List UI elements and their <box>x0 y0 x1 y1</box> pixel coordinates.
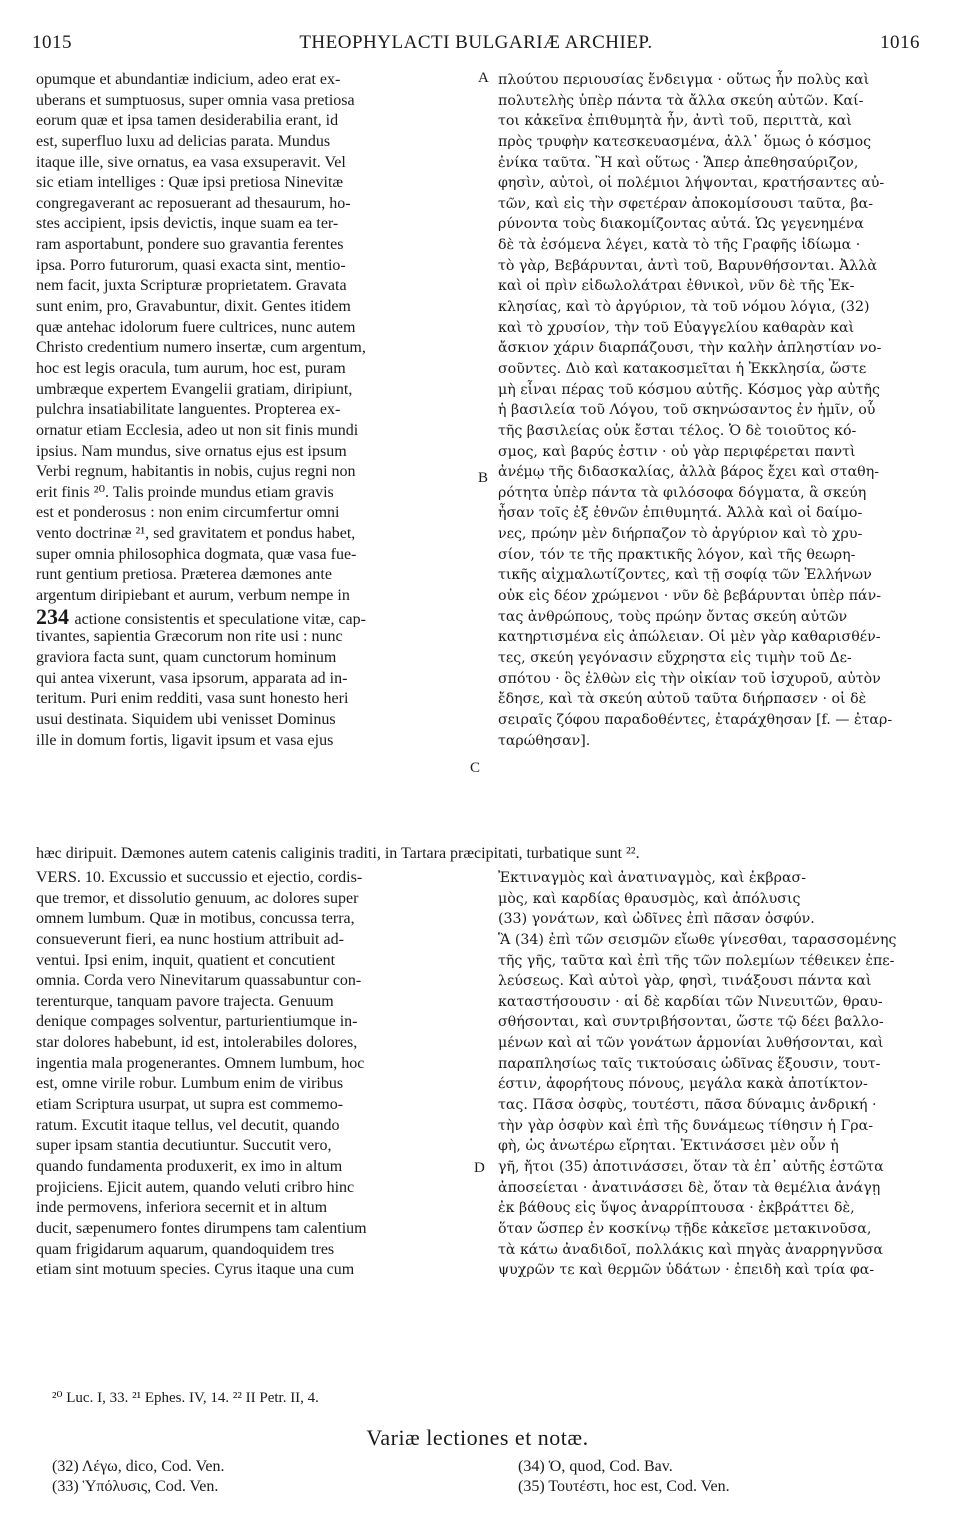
latin-top-line: runt gentium pretiosa. Præterea dæmones ante <box>36 566 332 584</box>
latin-top-line: itaque ille, sive ornatus, ea vasa exsuperavit. Vel <box>36 153 346 171</box>
latin-top-line: pulchra insatiabilitate languentes. Propterea ex- <box>36 401 341 419</box>
latin-bottom-line: etiam sint motuum species. Cyrus itaque una cum <box>36 1261 355 1279</box>
greek-top-line: ἦσαν τοῖς ἐξ ἐθνῶν ἐπιθυμητά. Ἀλλὰ καὶ οἱ δαίμο- <box>498 505 863 522</box>
greek-top-line: ἄσκιον χάριν διαρπάζουσι, τὴν καλὴν ἀπληστίαν νο- <box>498 340 882 357</box>
greek-bottom-line: έστιν, ἀφορήτους πόνους, μεγάλα κακὰ ἀποτίκτον- <box>498 1076 868 1093</box>
latin-top-line: eorum quæ et ipsa tamen desiderabilia erant, id <box>36 112 339 130</box>
greek-top-line: οὐκ εἰς δέον χρώμενοι · νῦν δὲ βεβάρυνται ὑπὲρ πάν- <box>498 588 882 605</box>
latin-top-line: ipsius. Nam mundus, sive ornatus ejus est ipsum <box>36 442 347 460</box>
latin-top-line: est, superfluo luxu ad delicias parata. Mundus <box>36 132 331 150</box>
greek-top-line: ἔδησε, καὶ τὰ σκεύη αὐτοῦ ταῦτα διήρπασεν · οἱ δὲ <box>498 691 867 708</box>
greek-top-line: πρὸς τρυφὴν κατεσκευασμένα, ἀλλ᾽ ὅμως ὁ κόσμος <box>498 133 872 150</box>
column-number-234: 234 <box>36 606 75 628</box>
margin-mark-a: A <box>478 70 489 86</box>
bridge-line: hæc diripuit. Dæmones autem catenis caliginis traditi, in Tartara præcipitati, turbatique sunt ²². <box>36 845 640 862</box>
greek-top-line: ρότητα ὑπὲρ πάντα τὰ φιλόσοφα δόγματα, ἃ σκεύη <box>498 484 867 501</box>
latin-top-line: super omnia philosophica dogmata, quæ vasa fue- <box>36 545 357 563</box>
greek-top-line: πλούτου περιουσίας ἔνδειγμα · οὕτως ἦν πολὺς καὶ <box>498 72 870 88</box>
greek-top-line: σπότου · ὃς ἐλθὼν εἰς τὴν οἰκίαν τοῦ ἰσχυροῦ, αὐτὸν <box>498 670 881 687</box>
greek-bottom-line: σθήσονται, καὶ συντριβήσονται, ὥστε τῷ δέει βαλλο- <box>498 1014 884 1031</box>
greek-bottom-line: τὰ κάτω ἀναδιδοῖ, πολλάκις καὶ πηγὰς ἀναρρηγνῦσα <box>498 1241 884 1258</box>
latin-top-line: argentum diripiebant et aurum, verbum nempe in <box>36 587 350 605</box>
greek-top-line: φησὶν, αὐτοὶ, οἱ πολέμιοι λήψονται, κρατήσαντες αὐ- <box>498 175 885 192</box>
latin-top-line: opumque et abundantiæ indicium, adeo erat ex- <box>36 71 341 88</box>
greek-top-line: καὶ οἱ πρὶν εἰδωλολάτραι ἐθνικοὶ, νῦν δὲ τῆς Ἐκ- <box>498 278 855 295</box>
greek-top-line: τῆς βασιλείας οὐκ ἔσται τέλος. Ὁ δὲ τοιοῦτος κό- <box>498 422 857 439</box>
greek-top-line: τῶν, καὶ εἰς τὴν σφετέραν ἀποκομίσουσι ταῦτα, βα- <box>498 195 873 212</box>
margin-mark-c: C <box>470 760 481 776</box>
page-number-left: 1015 <box>32 32 72 53</box>
latin-top-line: 234 actione consistentis et speculatione vitæ, cap- <box>36 607 466 628</box>
greek-top-line: τικῆς αἰχμαλωτίζοντες, καὶ τῇ σοφίᾳ τῶν Ἑλλήνων <box>498 567 872 584</box>
notes-title: Variæ lectiones et notæ. <box>366 1425 589 1450</box>
latin-top-line: Verbi regnum, habitantis in nobis, cujus regni non <box>36 463 356 481</box>
latin-top-line: stes accipient, ipsis devictis, inque suam ea ter- <box>36 215 339 233</box>
note-35: (35) Τουτέστι, hoc est, Cod. Ven. <box>518 1478 730 1495</box>
greek-bottom-line: λεύσεως. Καὶ αὐτοὶ γὰρ, φησὶ, τινάξουσι πάντα καὶ <box>498 973 872 990</box>
latin-bottom-line: etiam Scriptura usurpat, ut supra est commemo- <box>36 1096 344 1114</box>
running-header <box>32 32 920 62</box>
greek-top-line: ἡ βασιλεία τοῦ Λόγου, τοῦ σκηνώσαντος ἐν ἡμῖν, οὗ <box>498 402 876 419</box>
greek-bottom-line: Ἃ (34) ἐπὶ τῶν σεισμῶν εἴωθε γίνεσθαι, ταρασσομένης <box>498 931 897 948</box>
greek-top-line: σοῦντες. Διὸ καὶ κατακοσμεῖται ἡ Ἐκκλησία, ὥστε <box>498 360 867 377</box>
latin-top-line: graviora facta sunt, quam cunctorum hominum <box>36 648 337 666</box>
latin-top-line: ornatur etiam Ecclesia, adeo ut non sit finis mundi <box>36 421 359 439</box>
latin-bottom-line: que tremor, et dissolutio genuum, ac dolores super <box>36 889 359 907</box>
greek-bottom-line: τῆς γῆς, ταῦτα καὶ ἐπὶ τῆς τῶν πολεμίων τέθεικεν ἐπε- <box>498 952 895 969</box>
greek-top-line: κατηρτισμένα εἰς ἀπώλειαν. Οἱ μὲν γὰρ καθαρισθέν- <box>498 629 881 646</box>
latin-top-line: sic etiam intelliges : Quæ ipsi pretiosa Ninevitæ <box>36 174 344 192</box>
greek-bottom-line: γῆ, ἤτοι (35) ἀποτινάσσει, ὅταν τὰ ἐπ᾽ αὐτῆς ἑστῶτα <box>498 1158 884 1175</box>
greek-top-line: σίον, τόν τε τῆς πρακτικῆς λόγον, καὶ τῆς θεωρη- <box>498 546 856 563</box>
latin-bottom-line: denique compages solventur, parturientiumque in- <box>36 1013 358 1031</box>
margin-mark-b: B <box>478 470 489 486</box>
latin-top-line: ille in domum fortis, ligavit ipsum et vasa ejus <box>36 731 334 749</box>
latin-bottom-line: est, omne virile robur. Lumbum enim de viribus <box>36 1075 344 1093</box>
running-title: THEOPHYLACTI BULGARIÆ ARCHIEP. <box>299 32 653 53</box>
greek-column-bottom <box>498 868 923 1281</box>
footnotes: ²⁰ Luc. I, 33. ²¹ Ephes. IV, 14. ²² II Petr. II, 4. <box>52 1390 319 1406</box>
latin-top-line: Christo credentium numero insertæ, cum argentum, <box>36 339 366 357</box>
latin-top-line: est et ponderosus : non enim circumfertur omni <box>36 504 340 522</box>
latin-column-top <box>36 70 466 751</box>
greek-top-line: τας ἀνθρώπους, τοὺς πρώην ὄντας σκεύη αὐτῶν <box>498 608 848 625</box>
margin-mark-d: D <box>474 1160 485 1176</box>
greek-bottom-line: ψυχρῶν τε καὶ θερμῶν ὑδάτων · ἐπειδὴ καὶ τρία φα- <box>498 1262 875 1279</box>
note-34: (34) Ὁ, quod, Cod. Bav. <box>518 1458 673 1475</box>
note-33: (33) Ὑπόλυσις, Cod. Ven. <box>52 1478 219 1495</box>
greek-top-line: σειραῖς ζόφου παραδοθέντες, ἐταράχθησαν [f. — ἐταρ- <box>498 711 893 728</box>
greek-bottom-line: ἐκ βάθους εἰς ὕψος ἀναρρίπτουσα · ἐκβράττει δὲ, <box>498 1200 855 1217</box>
latin-top-line: qui antea vixerunt, vasa ipsorum, apparata ad in- <box>36 669 348 687</box>
latin-top-line: ram asportabunt, pondere suo gravantia ferentes <box>36 236 344 254</box>
notes-right <box>518 1457 918 1497</box>
latin-bottom-line: ratum. Excutit itaque tellus, vel decutit, quando <box>36 1116 340 1134</box>
greek-top-line: κλησίας, καὶ τὸ ἀργύριον, τὰ τοῦ νόμου λόγια, (32) <box>498 299 870 316</box>
latin-top-line: teritum. Puri enim redditi, vasa sunt honesto heri <box>36 690 349 708</box>
latin-top-line: vento doctrinæ ²¹, sed gravitatem et pondus habet, <box>36 525 356 543</box>
notes-left <box>52 1457 452 1497</box>
greek-bottom-line: Ἐκτιναγμὸς καὶ ἀνατιναγμὸς, καὶ ἐκβρασ- <box>498 870 807 886</box>
latin-top-line: hoc est legis oracula, tum aurum, hoc est, puram <box>36 359 346 377</box>
latin-bottom-line: star dolores habebunt, id est, intolerabiles dolores, <box>36 1034 358 1052</box>
latin-bottom-line: ventui. Ipsi enim, inquit, quatient et concutient <box>36 951 336 969</box>
latin-top-line: quæ antehac idolorum fuere cultrices, nunc autem <box>36 318 356 336</box>
latin-top-line: congregaverant ac reposuerant ad thesaurum, ho- <box>36 194 351 212</box>
greek-top-line: ταρώθησαν]. <box>498 732 591 749</box>
greek-top-line: ἐνίκα ταῦτα. Ἢ καὶ οὕτως · Ἅπερ ἀπεθησαύριζον, <box>498 154 859 171</box>
latin-bottom-line: inde permovens, inferiora secernit et in altum <box>36 1199 328 1217</box>
latin-bottom-line: projiciens. Ejicit autem, quando veluti cribro hinc <box>36 1178 355 1196</box>
latin-top-line: nem facit, juxta Scripturæ proprietatem. Gravata <box>36 277 347 295</box>
greek-top-line: τὸ γὰρ, Βεβάρυνται, ἀντὶ τοῦ, Βαρυνθήσονται. Ἀλλὰ <box>498 257 877 274</box>
latin-column-bottom <box>36 868 466 1281</box>
latin-bottom-line: VERS. 10. Excussio et succussio et ejectio, cordis- <box>36 869 363 886</box>
latin-bottom-line: quando fundamenta produxerit, ex imo in altum <box>36 1157 343 1175</box>
greek-top-line: τες, σκεύη γεγόνασιν εὔχρηστα εἰς τιμὴν τοῦ Δε- <box>498 649 852 666</box>
greek-bottom-line: (33) γονάτων, καὶ ὠδῖνες ἐπὶ πᾶσαν ὀσφύν. <box>498 911 815 928</box>
greek-bottom-line: ὅταν ὥσπερ ἐν κοσκίνῳ τῇδε κἀκεῖσε μετακινοῦσα, <box>498 1220 872 1237</box>
greek-top-line: νες, πρώην μὲν διήρπαζον τὸ ἀργύριον καὶ τὸ χρυ- <box>498 526 863 543</box>
greek-top-line: καὶ τὸ χρυσίον, τὴν τοῦ Εὐαγγελίου καθαρὰν καὶ <box>498 319 855 336</box>
greek-bottom-line: τὴν γὰρ ὀσφὺν καὶ ἐπὶ τῆς δυνάμεως τίθησιν ἡ Γρα- <box>498 1117 874 1134</box>
note-32: (32) Λέγω, dico, Cod. Ven. <box>52 1458 225 1475</box>
latin-top-line: tivantes, sapientia Græcorum non rite usi : nunc <box>36 628 343 646</box>
greek-top-line: ρύνοντα τοὺς διακομίζοντας αὐτά. Ὡς γεγενημένα <box>498 216 864 233</box>
greek-top-line: δὲ τὰ ἐσόμενα λέγει, κατὰ τὸ τῆς Γραφῆς ἰδίωμα · <box>498 237 861 254</box>
greek-bottom-line: παραπλησίως ταῖς τικτούσαις ὠδῖνας ἕξουσιν, τουτ- <box>498 1055 881 1072</box>
latin-bottom-line: terenturque, tanquam pavore trajecta. Genuum <box>36 992 334 1010</box>
latin-bottom-line: ducit, sæpenumero fontes dirumpens tam calentium <box>36 1219 367 1237</box>
latin-top-line: usui destinata. Siquidem ubi venisset Dominus <box>36 710 336 728</box>
greek-bottom-line: μένων καὶ αἱ τῶν γονάτων ἁρμονίαι λυθήσονται, καὶ <box>498 1035 884 1052</box>
latin-bottom-line: super ipsam stantia decutiuntur. Succutit vero, <box>36 1137 332 1155</box>
latin-top-line: ipsa. Porro futurorum, quasi exacta sint, mentio- <box>36 256 346 274</box>
latin-bottom-line: omnia. Corda vero Ninevitarum quassabuntur con- <box>36 972 362 990</box>
latin-bottom-line: ingentia mala progenerantes. Omnem lumbum, hoc <box>36 1054 365 1072</box>
greek-top-line: τοι κἀκεῖνα ἐπιθυμητὰ ἦν, ἀντὶ τοῦ, περιττὰ, καὶ <box>498 113 852 130</box>
greek-bottom-line: τας. Πᾶσα ὀσφὺς, τουτέστι, πᾶσα δύναμις ἀνδρική · <box>498 1097 877 1114</box>
greek-bottom-line: καταστήσουσιν · αἱ δὲ καρδίαι τῶν Νινευιτῶν, θραυ- <box>498 993 883 1010</box>
greek-top-line: πολυτελὴς ὑπὲρ πάντα τὰ ἄλλα σκεύη αὐτῶν. Καί- <box>498 92 864 109</box>
greek-column-top <box>498 70 923 751</box>
latin-bottom-line: consueverunt fieri, ea nunc hostium attribuit ad- <box>36 930 344 948</box>
latin-bottom-line: quam frigidarum aquarum, quandoquidem tres <box>36 1240 335 1258</box>
greek-bottom-line: ἀποσείεται · ἀνατινάσσει δὲ, ὅταν τὰ θεμέλια ἀνάγῃ <box>498 1179 881 1196</box>
latin-top-line: uberans et sumptuosus, super omnia vasa pretiosa <box>36 91 355 109</box>
greek-top-line: ἀνέμῳ τῆς διδασκαλίας, ἀλλὰ βάρος ἔχει καὶ σταθη- <box>498 464 879 481</box>
greek-top-line: σμος, καὶ βαρύς ἐστιν · οὐ γὰρ περιφέρεται παντὶ <box>498 443 856 460</box>
greek-bottom-line: φὴ, ὡς ἀνωτέρω εἴρηται. Ἐκτινάσσει μὲν οὖν ἡ <box>498 1138 839 1155</box>
greek-bottom-line: μὸς, καὶ καρδίας θραυσμὸς, καὶ ἀπόλυσις <box>498 890 801 907</box>
greek-top-line: μὴ εἶναι πέρας τοῦ κόσμου αὐτῆς. Κόσμος γὰρ αὐτῆς <box>498 381 880 398</box>
latin-top-line: umbræque expertem Evangelii gratiam, diripiunt, <box>36 380 353 398</box>
latin-top-line: erit finis ²⁰. Talis proinde mundus etiam gravis <box>36 483 334 501</box>
latin-top-line: sunt enim, pro, Gravabuntur, dixit. Gentes itidem <box>36 298 351 316</box>
latin-bottom-line: omnem lumbum. Quæ in motibus, concussa terra, <box>36 910 355 928</box>
page-number-right: 1016 <box>880 32 920 53</box>
